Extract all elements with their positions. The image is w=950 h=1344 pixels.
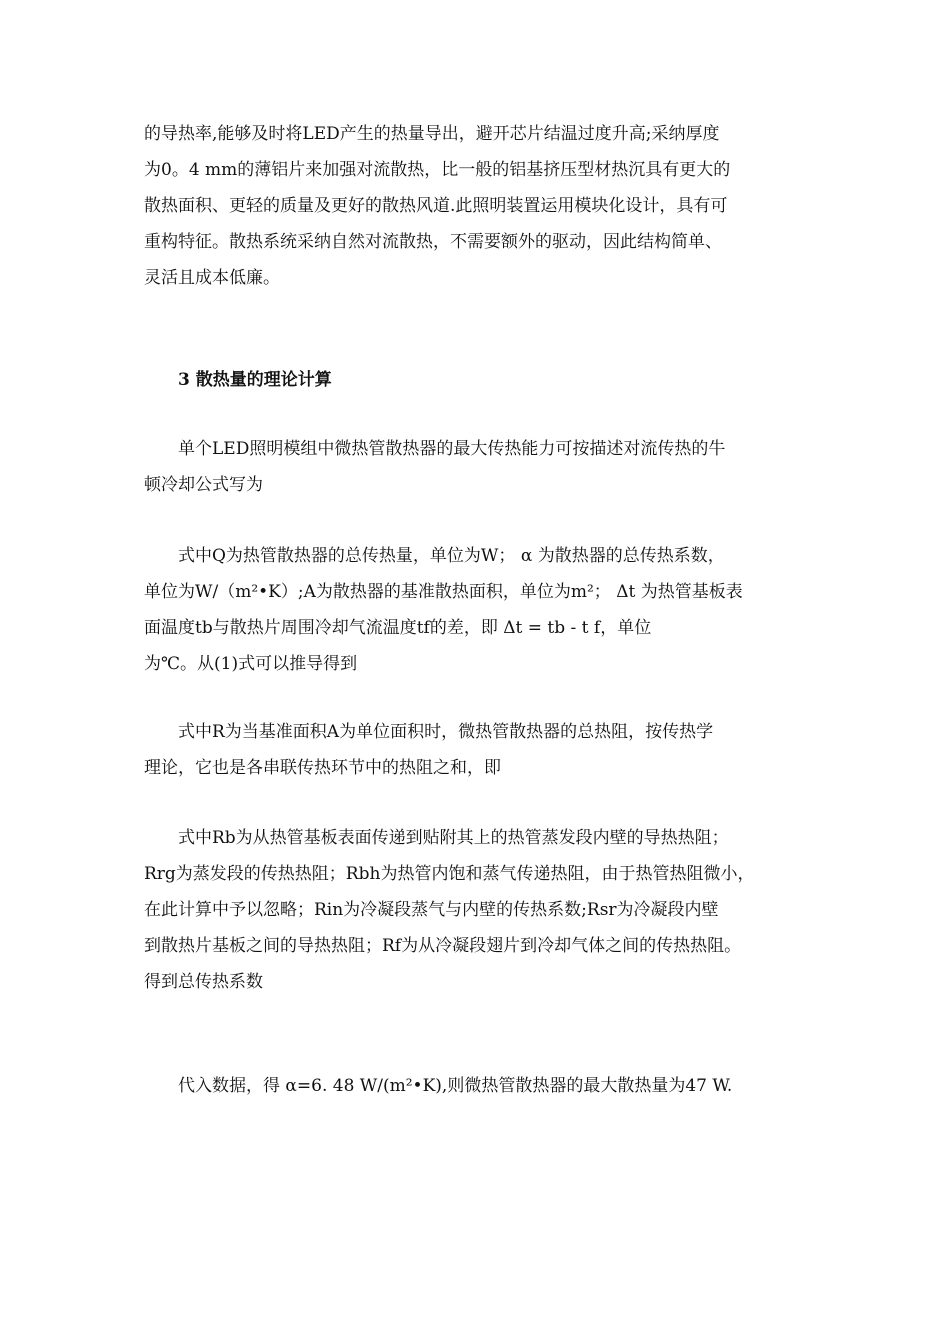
text-line: 得到总传热系数: [144, 972, 263, 992]
section-heading-3: [144, 362, 850, 398]
paragraph-resistance-terms: [144, 820, 850, 856]
paragraph-variable-definitions: [144, 538, 850, 574]
text-line: 为0。4 mm的薄铝片来加强对流散热，比一般的铝基挤压型材热沉具有更大的: [144, 160, 731, 180]
text-line: 面温度tb与散热片周围冷却气流温度tf的差，即 Δt = tb - t f，单位: [144, 618, 652, 638]
text-line: 的导热率,能够及时将LED产生的热量导出，避开芯片结温过度升高;采纳厚度: [144, 124, 720, 144]
text-line: 理论，它也是各串联传热环节中的热阻之和，即: [144, 758, 501, 778]
text-line: 在此计算中予以忽略；Rin为冷凝段蒸气与内壁的传热系数;Rsr为冷凝段内壁: [144, 900, 719, 920]
paragraph-heat-sink-design: [144, 116, 816, 296]
paragraph-newton-cooling: [144, 431, 850, 467]
paragraph-resistance-terms-cont: [144, 856, 816, 1000]
text-line: 散热面积、更轻的质量及更好的散热风道.此照明装置运用模块化设计，具有可: [144, 196, 728, 216]
paragraph-newton-cooling-cont: [144, 467, 816, 503]
paragraph-total-resistance: [144, 714, 850, 750]
text-line: 为℃。从(1)式可以推导得到: [144, 654, 358, 674]
heading-text: 3 散热量的理论计算: [178, 370, 332, 390]
text-line: 灵活且成本低廉。: [144, 268, 280, 288]
text-line: 式中R为当基准面积A为单位面积时，微热管散热器的总热阻，按传热学: [178, 722, 714, 742]
text-line: 单个LED照明模组中微热管散热器的最大传热能力可按描述对流传热的牛: [178, 439, 726, 459]
text-line: 重构特征。散热系统采纳自然对流散热，不需要额外的驱动，因此结构简单、: [144, 232, 722, 252]
text-line: Rrg为蒸发段的传热热阻；Rbh为热管内饱和蒸气传递热阻，由于热管热阻微小，: [144, 864, 755, 884]
paragraph-result: [144, 1068, 850, 1104]
text-line: 单位为W/（m²•K）;A为散热器的基准散热面积，单位为m²； Δt 为热管基板表: [144, 582, 743, 602]
text-line: 式中Q为热管散热器的总传热量，单位为W； α 为散热器的总传热系数，: [178, 546, 725, 566]
text-line: 到散热片基板之间的导热热阻；Rf为从冷凝段翅片到冷却气体之间的传热热阻。: [144, 936, 742, 956]
paragraph-total-resistance-cont: [144, 750, 816, 786]
text-line: 顿冷却公式写为: [144, 475, 263, 495]
text-line: 式中Rb为从热管基板表面传递到贴附其上的热管蒸发段内壁的导热热阻；: [178, 828, 729, 848]
text-line: 代入数据，得 α=6. 48 W/(m²•K),则微热管散热器的最大散热量为47 W.: [178, 1076, 733, 1096]
paragraph-variable-definitions-cont: [144, 574, 816, 682]
